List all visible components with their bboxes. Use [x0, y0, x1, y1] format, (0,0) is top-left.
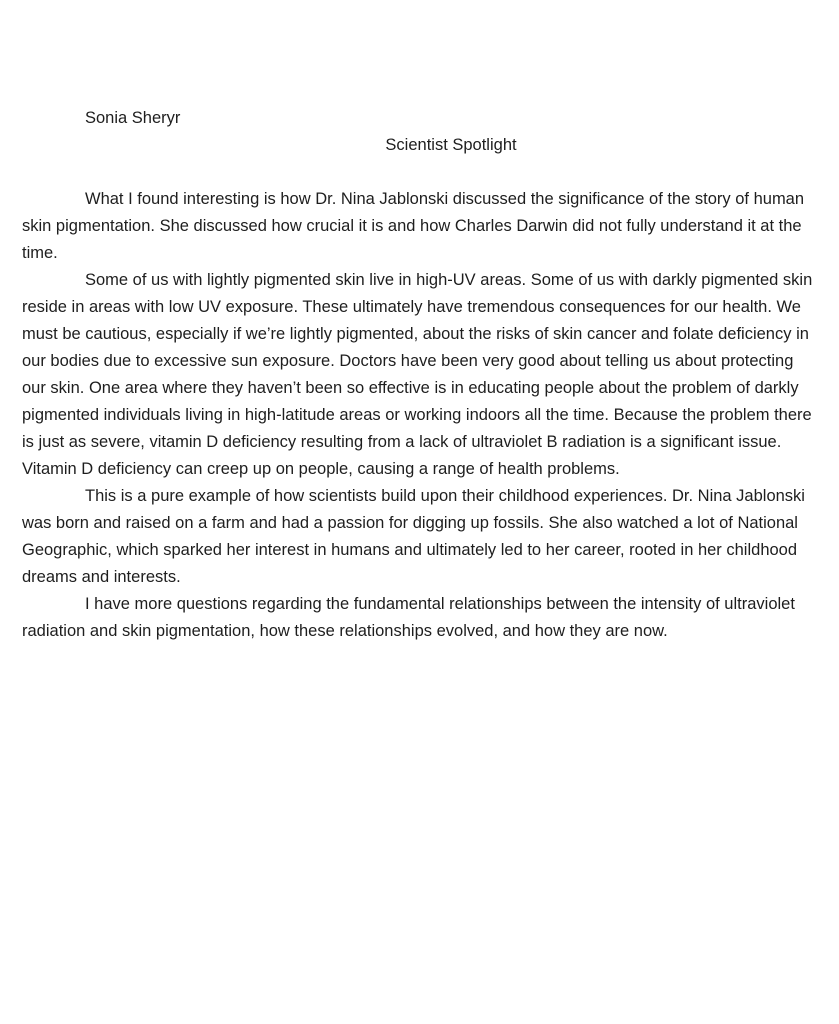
document-title: Scientist Spotlight: [385, 136, 517, 154]
paragraph-1: What I found interesting is how Dr. Nina Jablonski discussed the significance of the story of human skin pigmentation. She discussed how crucial it is and how Charles Darwin did not fully understand it at the time.: [22, 190, 805, 262]
paragraph-4: I have more questions regarding the fundamental relationships between the intensity of ultraviolet radiation and skin pigmentation, how these relationships evolved, and how they are now.: [22, 595, 795, 640]
essay-body: [22, 186, 820, 645]
blank-line: [22, 159, 820, 186]
paragraph-3: This is a pure example of how scientists build upon their childhood experiences. Dr. Nina Jablonski was born and raised on a farm and had a passion for digging up fossils. She also watched a lot of National Geographic, which sparked her interest in humans and ultimately led to her career, rooted in her childhood dreams and interests.: [22, 487, 805, 586]
author-name: Sonia Sheryr: [85, 109, 181, 127]
paragraph-2: Some of us with lightly pigmented skin live in high-UV areas. Some of us with darkly pigmented skin reside in areas with low UV exposure. These ultimately have tremendous consequences for our health. We must be cautious, especially if we’re lightly pigmented, about the risks of skin cancer and folate deficiency in our bodies due to excessive sun exposure. Doctors have been very good about telling us about protecting our skin. One area where they haven’t been so effective is in educating people about the problem of darkly pigmented individuals living in high-latitude areas or working indoors all the time. Because the problem there is just as severe, vitamin D deficiency resulting from a lack of ultraviolet B radiation is a significant issue. Vitamin D deficiency can creep up on people, causing a range of health problems.: [22, 271, 813, 478]
